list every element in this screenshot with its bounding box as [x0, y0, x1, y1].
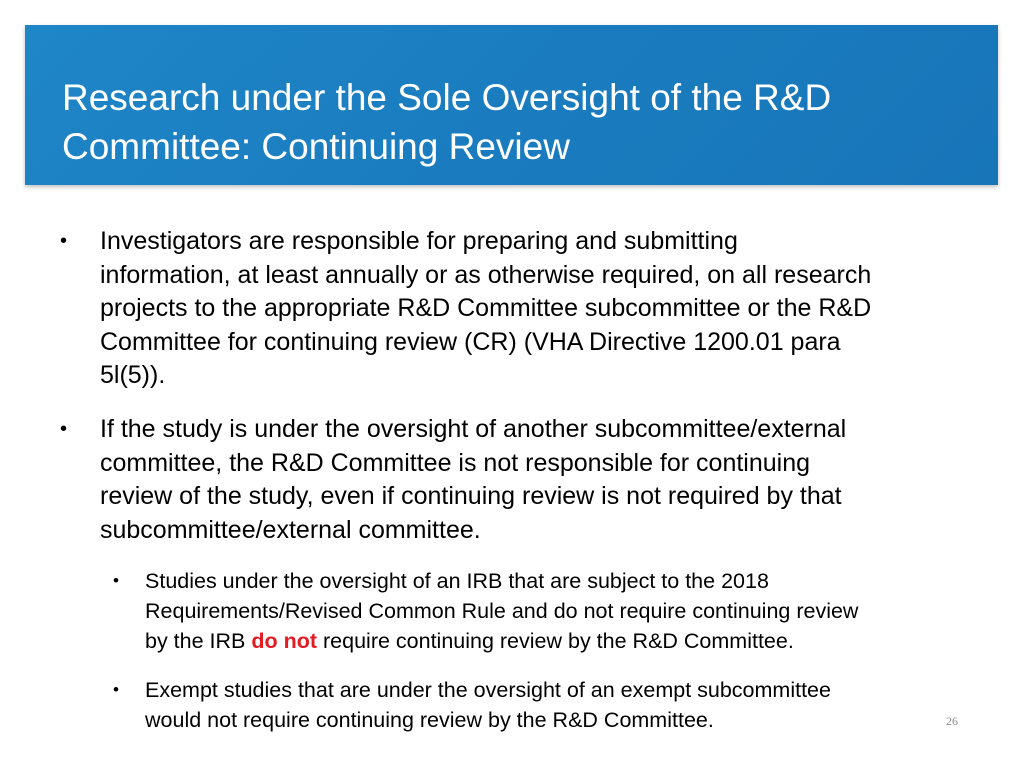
bullet-text-line: committee, the R&D Committee is not responsible for continuing	[100, 448, 811, 477]
bullet-marker: •	[60, 418, 68, 440]
bullet-text-line: 5l(5)).	[100, 361, 166, 389]
sub-bullet-marker: •	[113, 680, 119, 699]
sub-bullet-text-line: Studies under the oversight of an IRB that are subject to the 2018	[145, 569, 769, 593]
bullet-text	[100, 413, 1000, 547]
bullet-text-line: If the study is under the oversight of another subcommittee/external	[100, 415, 847, 443]
sub-bullet-text-segment: require continuing review by the R&D Committee.	[317, 629, 794, 653]
bullet-text	[100, 225, 1000, 393]
bullet-marker: •	[60, 230, 68, 252]
sub-bullet-text-segment: by the IRB	[145, 629, 252, 653]
page-number: 26	[946, 714, 958, 728]
sub-bullet-text-line: would not require continuing review by the R&D Committee.	[145, 708, 714, 732]
bullet-text-line: information, at least annually or as otherwise required, on all research	[100, 260, 872, 289]
emphasis-do-not: do not	[251, 629, 318, 653]
sub-bullet-text-line: Exempt studies that are under the oversight of an exempt subcommittee	[145, 678, 831, 702]
slide-title-line-1: Research under the Sole Oversight of the R&D	[62, 77, 832, 118]
sub-bullet-text-line: Requirements/Revised Common Rule and do not require continuing review	[145, 599, 859, 623]
sub-bullet-text-line	[145, 626, 1005, 656]
sub-bullet-text	[145, 675, 1005, 735]
bullet-text-line: projects to the appropriate R&D Committee subcommittee or the R&D	[100, 294, 872, 322]
sub-bullet-marker: •	[113, 571, 119, 590]
bullet-text-line: Investigators are responsible for preparing and submitting	[100, 227, 738, 255]
bullet-text-line: Committee for continuing review (CR) (VHA Directive 1200.01 para	[100, 327, 841, 356]
slide-title-line-2: Committee: Continuing Review	[62, 126, 570, 167]
bullet-text-line: review of the study, even if continuing review is not required by that	[100, 482, 842, 510]
sub-bullet-text	[145, 566, 1005, 656]
bullet-text-line: subcommittee/external committee.	[100, 515, 481, 544]
